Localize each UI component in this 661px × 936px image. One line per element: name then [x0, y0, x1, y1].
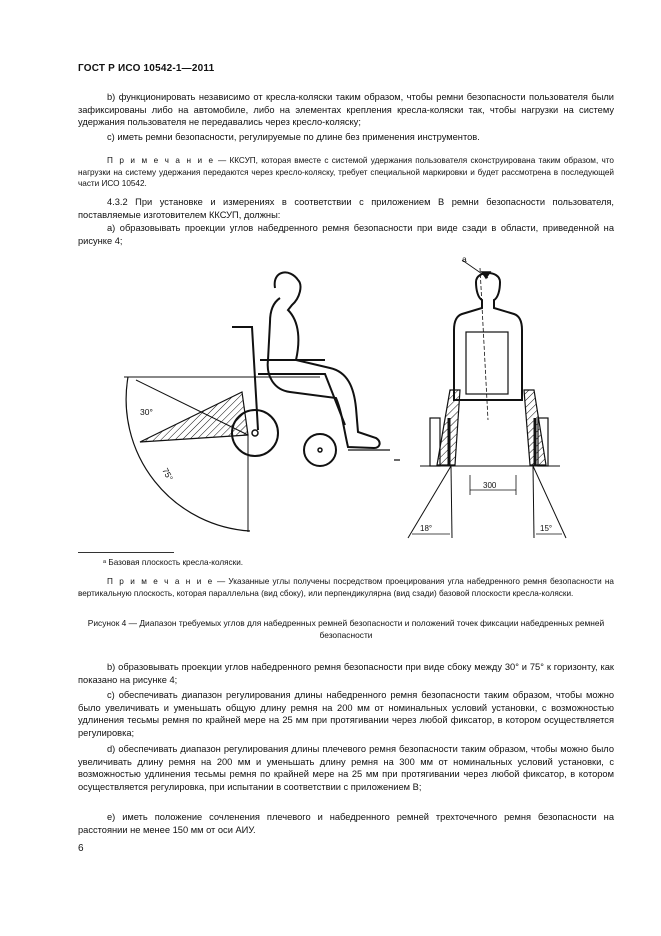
paragraph-b-side-angles: b) образовывать проекции углов набедренного ремня безопасности при виде сбоку между 30° и 75° к горизонту, как показано на рисунке 4;	[78, 662, 614, 685]
note-1	[78, 155, 614, 190]
figure-caption: Рисунок 4 — Диапазон требуемых углов для набедренных ремней безопасности и положений точек фиксации набедренных ремней безопасности	[87, 618, 605, 640]
angle-label-75: 75°	[160, 466, 176, 483]
page-number: 6	[78, 843, 84, 854]
wheelchair-frame	[232, 327, 345, 430]
paragraph-4-3-2: 4.3.2 При установке и измерениях в соответствии с приложением В ремни безопасности пользователя, поставляемые изготовителем ККСУП, должны:	[78, 197, 614, 220]
note-2-text: — Указанные углы получены посредством проецирования угла набедренного ремня безопасности на вертикальную плоскость, которая параллельна (вид сбоку), или перпендикулярна (вид сзади) базовой плоскости кресла-коляски.	[78, 577, 614, 598]
paragraph-b-independent: b) функционировать независимо от кресла-коляски таким образом, чтобы ремни безопасности пользователя были зафиксированы либо на автомобиле, либо на элементах крепления кресла-коляски так, чтобы нагрузки на систему удержания пользователя не передавались через кресло-коляску;	[78, 92, 614, 128]
document-header: ГОСТ Р ИСО 10542-1—2011	[78, 63, 215, 74]
angle-label-15: 15°	[540, 524, 553, 533]
angle-label-18: 18°	[420, 524, 433, 533]
note-2	[78, 576, 614, 599]
figure-4-belt-angles	[110, 250, 580, 545]
reference-plane-marker: a	[462, 254, 467, 264]
paragraph-d-shoulder-belt-adjust: d) обеспечивать диапазон регулирования длины плечевого ремня безопасности таким образом, чтобы можно было увеличивать длину ремня на 200 мм и уменьшать длину ремня на 300 мм от номинальных условий установки, с возможностью удлинения тесьмы ремня по крайней мере на 25 мм при протягивании через любой фиксатор, в котором осуществляется регулировка, при испытании в соответствии с приложением В;	[78, 744, 614, 792]
note-1-label: П р и м е ч а н и е	[107, 156, 215, 165]
figure-footnote: ᵃ Базовая плоскость кресла-коляски.	[103, 558, 244, 567]
paragraph-e-junction: e) иметь положение сочленения плечевого и набедренного ремней трехточечного ремня безопасности на расстоянии не менее 150 мм от оси АИУ.	[78, 812, 614, 835]
paragraph-a-rear-angles: a) образовывать проекции углов набедренного ремня безопасности при виде сзади в области, приведенной на рисунке 4;	[78, 223, 614, 246]
dimension-300: 300	[483, 481, 497, 490]
rear-occupant	[454, 273, 522, 400]
footnote-divider	[78, 552, 174, 553]
rear-view-diagram	[408, 260, 566, 538]
side-view-diagram	[124, 272, 400, 532]
paragraph-c-adjustable: c) иметь ремни безопасности, регулируемые по длине без применения инструментов.	[107, 132, 480, 142]
angle-label-30: 30°	[140, 407, 153, 417]
front-wheel	[304, 434, 336, 466]
paragraph-c-lap-belt-adjust: c) обеспечивать диапазон регулирования длины набедренного ремня безопасности таким образом, чтобы можно было увеличивать и уменьшать общую длину ремня на 200 мм от номинальных условий установки, с возможностью удлинения тесьмы ремня по крайней мере на 25 мм при протягивании через любой фиксатор, в котором осуществляется регулировка;	[78, 690, 614, 738]
note-2-label: П р и м е ч а н и е	[107, 577, 214, 586]
note-1-text: — ККСУП, которая вместе с системой удержания пользователя сконструирована таким образом, что нагрузки на систему удержания передаются через кресло-коляску, требует специальной маркировки и будет рассмотрена в последующей части ИСО 10542.	[78, 156, 614, 188]
